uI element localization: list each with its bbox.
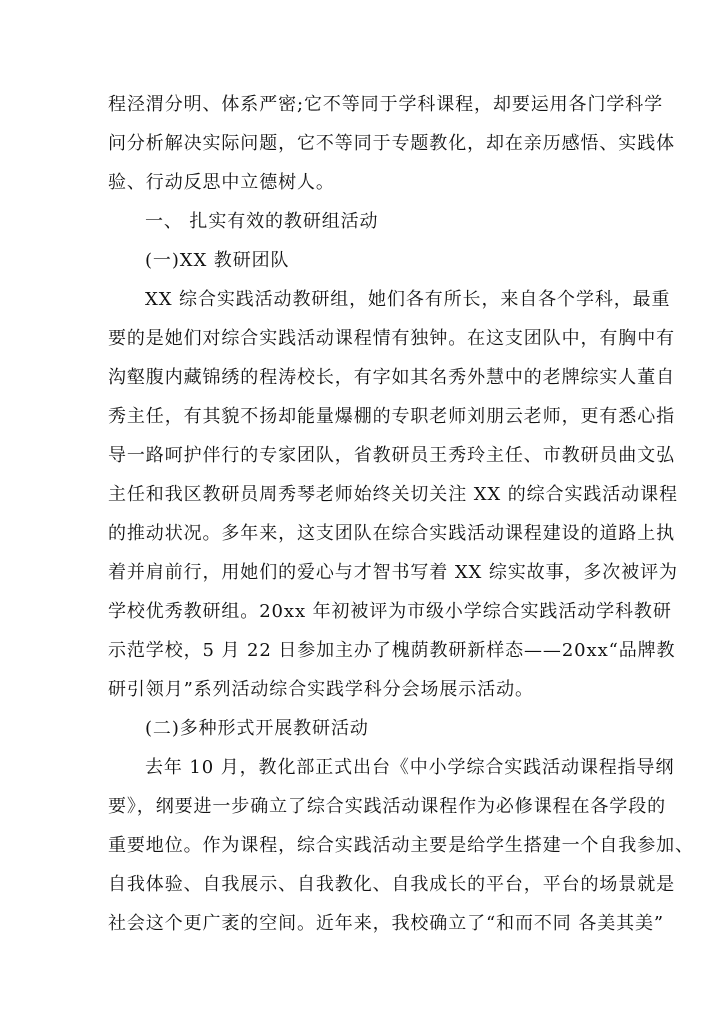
paragraph-line-3: 验、行动反思中立德树人。 (108, 172, 335, 193)
section-heading-1: 一、 扎实有效的教研组活动 (145, 211, 379, 232)
paragraph-line-6: 沟壑腹内藏锦绣的程涛校长，有字如其名秀外慧中的老牌综实人董自 (108, 367, 675, 388)
paragraph-line-10: 的推动状况。多年来，这支团队在综合实践活动课程建设的道路上执 (108, 523, 675, 544)
paragraph-line-15: 去年 10 月，教化部正式出台《中小学综合实践活动课程指导纲 (145, 757, 675, 778)
paragraph-line-11: 着并肩前行，用她们的爱心与才智书写着 XX 综实故事，多次被评为 (108, 562, 678, 583)
paragraph-line-18: 自我体验、自我展示、自我教化、自我成长的平台，平台的场景就是 (108, 874, 675, 895)
subsection-heading-2: (二)多种形式开展教研活动 (145, 718, 369, 739)
paragraph-line-2: 问分析解决实际问题，它不等同于专题教化，却在亲历感悟、实践体 (108, 133, 675, 154)
paragraph-line-14: 研引领月”系列活动综合实践学科分会场展示活动。 (108, 679, 534, 700)
paragraph-line-4: XX 综合实践活动教研组，她们各有所长，来自各个学科，最重 (145, 289, 671, 310)
paragraph-line-16: 要》，纲要进一步确立了综合实践活动课程作为必修课程在各学段的 (108, 796, 666, 817)
paragraph-line-9: 主任和我区教研员周秀琴老师始终关切关注 XX 的综合实践活动课程 (108, 484, 678, 505)
paragraph-line-1: 程泾渭分明、体系严密;它不等同于学科课程，却要运用各门学科学 (108, 94, 664, 115)
paragraph-line-7: 秀主任，有其貌不扬却能量爆棚的专职老师刘朋云老师，更有悉心指 (108, 406, 675, 427)
paragraph-line-13: 示范学校，5 月 22 日参加主办了槐荫教研新样态——20xx“品牌教 (108, 640, 676, 661)
paragraph-line-17: 重要地位。作为课程，综合实践活动主要是给学生搭建一个自我参加、 (108, 835, 694, 856)
paragraph-line-5: 要的是她们对综合实践活动课程情有独钟。在这支团队中，有胸中有 (108, 328, 675, 349)
paragraph-line-8: 导一路呵护伴行的专家团队，省教研员王秀玲主任、市教研员曲文弘 (108, 445, 675, 466)
subsection-heading-1: (一)XX 教研团队 (145, 250, 290, 271)
paragraph-line-19: 社会这个更广袤的空间。近年来，我校确立了“和而不同 各美其美” (108, 913, 665, 934)
paragraph-line-12: 学校优秀教研组。20xx 年初被评为市级小学综合实践活动学科教研 (108, 601, 672, 622)
